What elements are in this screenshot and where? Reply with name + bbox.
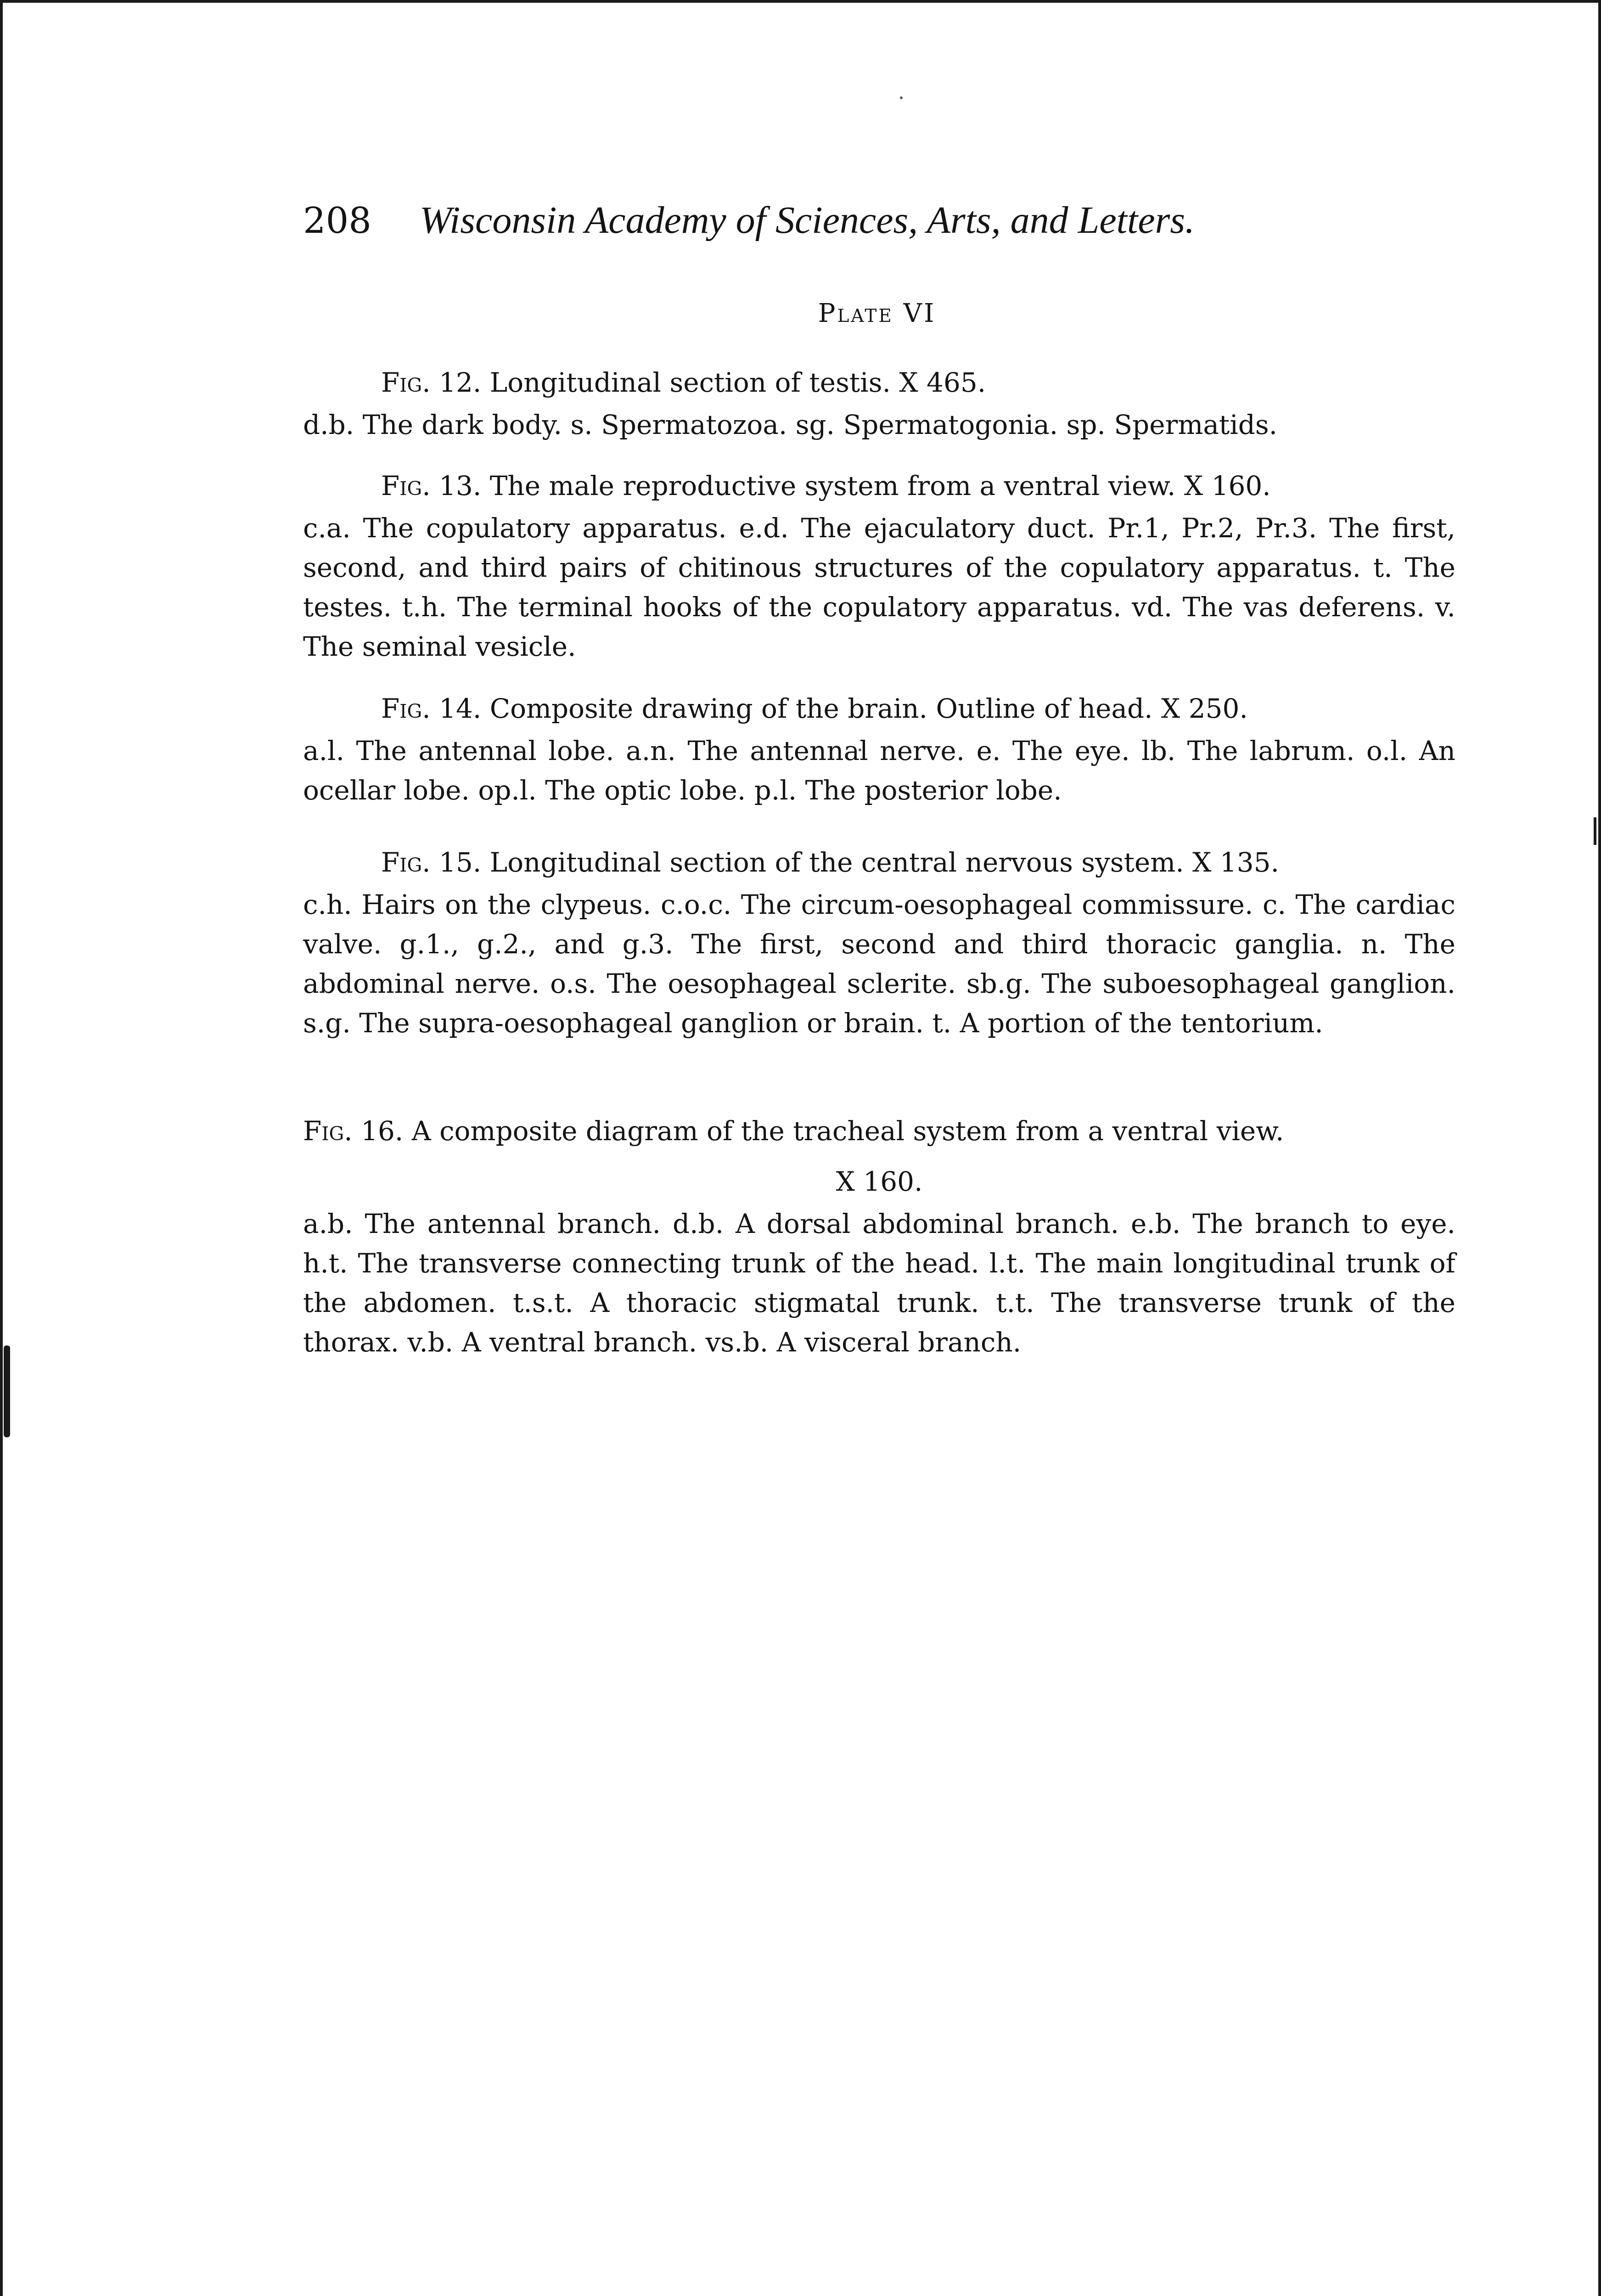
running-head	[303, 197, 1327, 244]
figure-label: Fig. 15.	[381, 847, 482, 878]
figure-caption	[303, 1111, 1455, 1151]
figure-legend: c.a. The copulatory apparatus. e.d. The ejaculatory duct. Pr.1, Pr.2, Pr.3. The first, second, and third pairs of chitinous structures of the copulatory apparatus. t. The testes. t.h. The terminal hooks of the copulatory apparatus. vd. The vas deferens. v. The seminal vesicle.	[303, 512, 1455, 662]
figure-label: Fig. 16.	[303, 1115, 404, 1147]
figure-legend: a.b. The antennal branch. d.b. A dorsal abdominal branch. e.b. The branch to eye. h.t. The transverse connecting trunk of the head. l.t. The main longitudinal trunk of the abdomen. t.s.t. A thoracic stigmatal trunk. t.t. The transverse trunk of the thorax. v.b. A ventral branch. vs.b. A visceral branch.	[303, 1208, 1455, 1358]
figure-label: Fig. 14.	[381, 693, 482, 724]
figure-16-block	[303, 1111, 1455, 1362]
figure-label: Fig. 13.	[381, 470, 482, 501]
figure-caption-text: Composite drawing of the brain. Outline of head. X 250.	[489, 693, 1248, 724]
figure-12-block	[303, 363, 1455, 445]
scan-edge-mark	[4, 1345, 10, 1437]
figure-14-block	[303, 689, 1455, 810]
figure-caption	[303, 689, 1455, 728]
figure-caption-text: The male reproductive system from a ventral view. X 160.	[489, 470, 1271, 501]
figure-magnification: X 160.	[836, 1166, 923, 1197]
figure-caption	[303, 363, 1455, 402]
figure-caption-text: Longitudinal section of the central nervous system. X 135.	[489, 847, 1279, 878]
figure-caption-text: A composite diagram of the tracheal system from a ventral view.	[411, 1115, 1284, 1147]
figure-legend: d.b. The dark body. s. Spermatozoa. sg. Spermatogonia. sp. Spermatids.	[303, 409, 1278, 440]
figure-caption	[303, 466, 1455, 506]
plate-title: Plate VI	[818, 298, 936, 328]
figure-caption-text: Longitudinal section of testis. X 465.	[489, 367, 986, 398]
scan-speck	[900, 96, 903, 99]
figure-legend: c.h. Hairs on the clypeus. c.o.c. The circum-oesophageal commissure. c. The cardiac valve. g.1., g.2., and g.3. The first, second and third thoracic ganglia. n. The abdominal nerve. o.s. The oesophageal sclerite. sb.g. The suboesophageal ganglion. s.g. The supra-oesophageal ganglion or brain. t. A portion of the tentorium.	[303, 889, 1455, 1039]
journal-title: Wisconsin Academy of Sciences, Arts, and Letters.	[419, 199, 1195, 242]
figure-label: Fig. 12.	[381, 367, 482, 398]
figure-legend: a.l. The antennal lobe. a.n. The antennal nerve. e. The eye. lb. The labrum. o.l. An ocellar lobe. op.l. The optic lobe. p.l. The posterior lobe.	[303, 735, 1455, 806]
page-number: 208	[303, 200, 371, 242]
scan-edge-mark	[1594, 817, 1596, 845]
figure-13-block	[303, 466, 1455, 666]
figure-caption	[303, 843, 1455, 882]
figure-15-block	[303, 843, 1455, 1043]
